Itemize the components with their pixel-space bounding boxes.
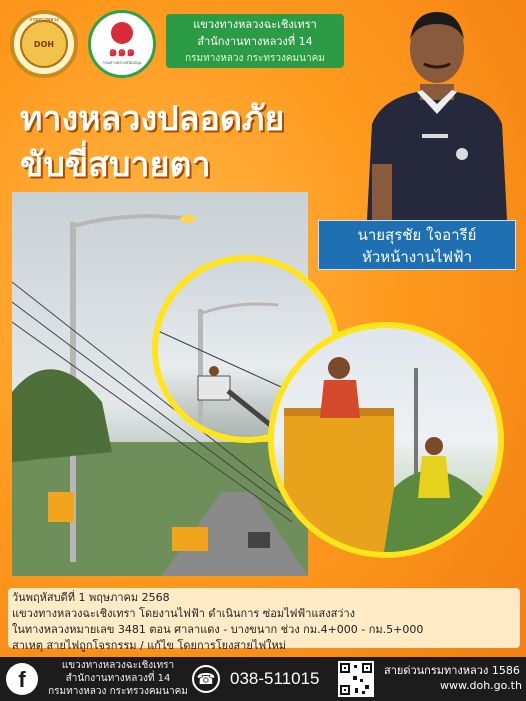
qr-code-icon[interactable]: [338, 661, 374, 697]
phone-icon: ☎: [192, 665, 220, 693]
anniversary-logo: [88, 10, 156, 78]
headline-line2: ขับขี่สบายตา: [20, 146, 211, 184]
info-description: แขวงทางหลวงฉะเชิงเทรา โดยงานไฟฟ้า ดำเนินการ ซ่อมไฟฟ้าแสงสว่าง: [12, 607, 356, 620]
footer-hotline: สายด่วนกรมทางหลวง 1586: [384, 664, 520, 677]
office-header: [166, 14, 344, 68]
office-name: แขวงทางหลวงฉะเชิงเทรา: [193, 18, 317, 31]
info-cause: สาเหตุ สายไฟถูกโจรกรรม / แก้ไข โดยการโยงสายไฟใหม่: [12, 639, 287, 652]
office-ministry: กรมทางหลวง กระทรวงคมนาคม: [185, 53, 325, 64]
doh-logo-emblem: DOH: [20, 20, 68, 68]
person-position: หัวหน้างานไฟฟ้า: [361, 248, 473, 266]
person-portrait: [362, 4, 512, 220]
footer: [0, 657, 526, 701]
headline: [20, 96, 284, 188]
footer-office-region: สำนักงานทางหลวงที่ 14: [65, 673, 171, 684]
worker-truck-photo: [268, 322, 504, 558]
footer-office-name: แขวงทางหลวงฉะเชิงเทรา: [61, 660, 175, 671]
info-panel: [8, 588, 520, 652]
anniversary-caption: กรมทางหลวงสนับสนุน: [102, 60, 142, 65]
footer-office: [48, 659, 188, 698]
anniversary-number: ๑๑๑: [108, 44, 136, 60]
info-location: ในทางหลวงหมายเลข 3481 ตอน ศาลาแดง - บางขนาก ช่วง กม.4+000 - กม.5+000: [12, 623, 424, 636]
person-nameplate: [318, 220, 516, 270]
headline-line1: ทางหลวงปลอดภัย: [20, 100, 285, 138]
anniversary-emblem-icon: [111, 22, 133, 44]
facebook-icon[interactable]: f: [6, 663, 38, 695]
worker-truck-image: [274, 328, 498, 552]
footer-phone[interactable]: 038-511015: [230, 669, 320, 688]
footer-website-link[interactable]: www.doh.go.th: [440, 679, 522, 692]
footer-office-ministry: กรมทางหลวง กระทรวงคมนาคม: [48, 686, 188, 697]
doh-logo: กรมทางหลวง DOH: [10, 10, 78, 78]
person-name: นายสุรชัย ใจอารีย์: [357, 226, 477, 244]
info-date: วันพฤหัสบดีที่ 1 พฤษภาคม 2568: [12, 591, 170, 604]
office-region: สำนักงานทางหลวงที่ 14: [197, 35, 313, 48]
